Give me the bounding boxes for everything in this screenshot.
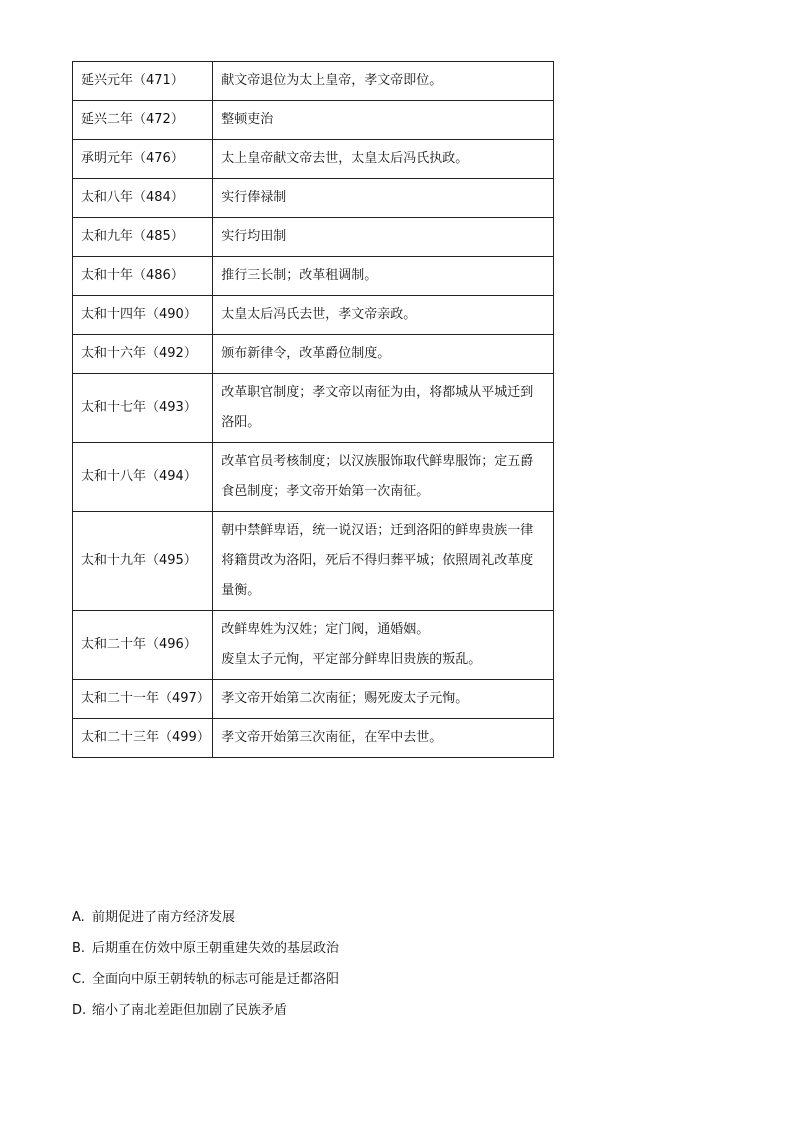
event-cell: 改革官员考核制度；以汉族服饰取代鲜卑服饰；定五爵食邑制度；孝文帝开始第一次南征。	[213, 443, 554, 512]
event-cell: 实行俸禄制	[213, 179, 554, 218]
table-row	[73, 257, 554, 296]
table-row	[73, 335, 554, 374]
option-text: 前期促进了南方经济发展	[92, 910, 236, 925]
option-text: 全面向中原王朝转轨的标志可能是迁都洛阳	[92, 972, 340, 987]
year-cell: 太和二十三年（499）	[73, 719, 213, 758]
table-row	[73, 62, 554, 101]
option-letter: A.	[72, 910, 85, 925]
year-cell: 太和二十一年（497）	[73, 680, 213, 719]
option-text: 缩小了南北差距但加剧了民族矛盾	[92, 1003, 288, 1018]
table-row	[73, 443, 554, 512]
table-row	[73, 611, 554, 680]
event-cell: 整顿吏治	[213, 101, 554, 140]
event-cell: 孝文帝开始第三次南征，在军中去世。	[213, 719, 554, 758]
option-letter: B.	[72, 941, 86, 956]
table-row	[73, 179, 554, 218]
year-cell: 太和九年（485）	[73, 218, 213, 257]
year-cell: 太和十年（486）	[73, 257, 213, 296]
year-cell: 太和十九年（495）	[73, 512, 213, 611]
option-letter: D.	[72, 1003, 87, 1018]
event-cell: 太上皇帝献文帝去世，太皇太后冯氏执政。	[213, 140, 554, 179]
event-cell: 实行均田制	[213, 218, 554, 257]
event-cell: 献文帝退位为太上皇帝，孝文帝即位。	[213, 62, 554, 101]
event-cell: 太皇太后冯氏去世，孝文帝亲政。	[213, 296, 554, 335]
event-cell: 颁布新律令，改革爵位制度。	[213, 335, 554, 374]
year-cell: 太和八年（484）	[73, 179, 213, 218]
year-cell: 延兴元年（471）	[73, 62, 213, 101]
option-b	[72, 939, 339, 970]
event-cell: 孝文帝开始第二次南征；赐死废太子元恂。	[213, 680, 554, 719]
table-row	[73, 101, 554, 140]
event-cell: 推行三长制；改革租调制。	[213, 257, 554, 296]
reform-timeline-table	[72, 61, 554, 758]
event-cell: 改革职官制度；孝文帝以南征为由，将都城从平城迁到洛阳。	[213, 374, 554, 443]
year-cell: 承明元年（476）	[73, 140, 213, 179]
event-cell	[213, 611, 554, 680]
event-line: 废皇太子元恂，平定部分鲜卑旧贵族的叛乱。	[221, 652, 482, 667]
option-d	[72, 1001, 339, 1032]
option-a	[72, 908, 339, 939]
year-cell: 太和十七年（493）	[73, 374, 213, 443]
year-cell: 太和二十年（496）	[73, 611, 213, 680]
option-c	[72, 970, 339, 1001]
answer-options	[72, 908, 339, 1032]
year-cell: 太和十八年（494）	[73, 443, 213, 512]
year-cell: 太和十四年（490）	[73, 296, 213, 335]
table-row	[73, 512, 554, 611]
table-row	[73, 374, 554, 443]
table-row	[73, 719, 554, 758]
option-text: 后期重在仿效中原王朝重建失效的基层政治	[92, 941, 340, 956]
event-cell: 朝中禁鲜卑语，统一说汉语；迁到洛阳的鲜卑贵族一律将籍贯改为洛阳，死后不得归葬平城；依照周礼改革度量衡。	[213, 512, 554, 611]
option-letter: C.	[72, 972, 86, 987]
table-row	[73, 296, 554, 335]
event-line: 改鲜卑姓为汉姓；定门阀，通婚姻。	[221, 622, 430, 637]
table-row	[73, 140, 554, 179]
year-cell: 太和十六年（492）	[73, 335, 213, 374]
table-row	[73, 680, 554, 719]
year-cell: 延兴二年（472）	[73, 101, 213, 140]
table-row	[73, 218, 554, 257]
